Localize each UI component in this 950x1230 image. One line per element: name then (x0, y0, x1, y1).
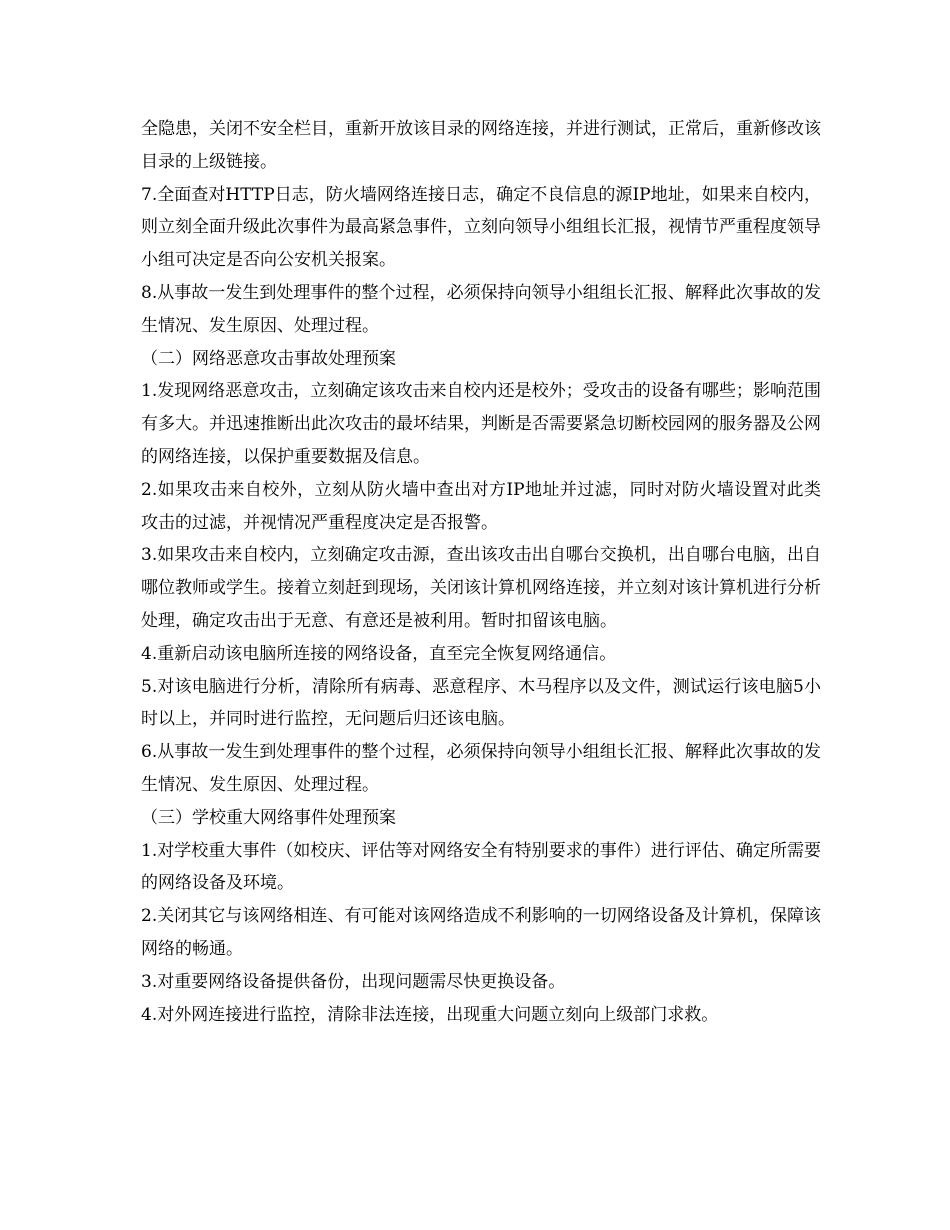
paragraph-item-2: 2.关闭其它与该网络相连、有可能对该网络造成不利影响的一切网络设备及计算机，保障该网络的畅通。 (141, 906, 821, 959)
document-body (141, 113, 821, 1031)
section-heading-3: （三）学校重大网络事件处理预案 (141, 807, 396, 828)
paragraph-item-7: 7.全面查对HTTP日志，防火墙网络连接日志，确定不良信息的源IP地址，如果来自校内，则立刻全面升级此次事件为最高紧急事件，立刻向领导小组组长汇报，视情节严重程度领导小组可决定是否向公安机关报案。 (141, 184, 821, 271)
paragraph-item-3: 3.对重要网络设备提供备份，出现问题需尽快更换设备。 (141, 971, 566, 992)
paragraph-item-2: 2.如果攻击来自校外，立刻从防火墙中查出对方IP地址并过滤，同时对防火墙设置对此类攻击的过滤，并视情况严重程度决定是否报警。 (141, 479, 821, 533)
paragraph-continuation: 全隐患，关闭不安全栏目，重新开放该目录的网络连接，并进行测试，正常后，重新修改该目录的上级链接。 (141, 119, 821, 172)
paragraph-item-8: 8.从事故一发生到处理事件的整个过程，必须保持向领导小组组长汇报、解释此次事故的发生情况、发生原因、处理过程。 (141, 282, 821, 336)
paragraph-item-1: 1.对学校重大事件（如校庆、评估等对网络安全有特别要求的事件）进行评估、确定所需要的网络设备及环境。 (141, 840, 821, 894)
paragraph-item-4: 4.重新启动该电脑所连接的网络设备，直至完全恢复网络通信。 (141, 643, 617, 664)
paragraph-item-5: 5.对该电脑进行分析，清除所有病毒、恶意程序、木马程序以及文件，测试运行该电脑5小时以上，并同时进行监控，无问题后归还该电脑。 (141, 676, 821, 730)
paragraph-item-4: 4.对外网连接进行监控，清除非法连接，出现重大问题立刻向上级部门求救。 (141, 1004, 719, 1025)
paragraph-item-3: 3.如果攻击来自校内，立刻确定攻击源，查出该攻击出自哪台交换机，出自哪台电脑，出自哪位教师或学生。接着立刻赶到现场，关闭该计算机网络连接，并立刻对该计算机进行分析处理，确定攻击出于无意、有意还是被利用。暂时扣留该电脑。 (141, 545, 821, 631)
section-heading-2: （二）网络恶意攻击事故处理预案 (141, 348, 396, 369)
paragraph-item-1: 1.发现网络恶意攻击，立刻确定该攻击来自校内还是校外；受攻击的设备有哪些；影响范围有多大。并迅速推断出此次攻击的最坏结果，判断是否需要紧急切断校园网的服务器及公网的网络连接，以保护重要数据及信息。 (141, 381, 821, 467)
paragraph-item-6: 6.从事故一发生到处理事件的整个过程，必须保持向领导小组组长汇报、解释此次事故的发生情况、发生原因、处理过程。 (141, 742, 821, 795)
